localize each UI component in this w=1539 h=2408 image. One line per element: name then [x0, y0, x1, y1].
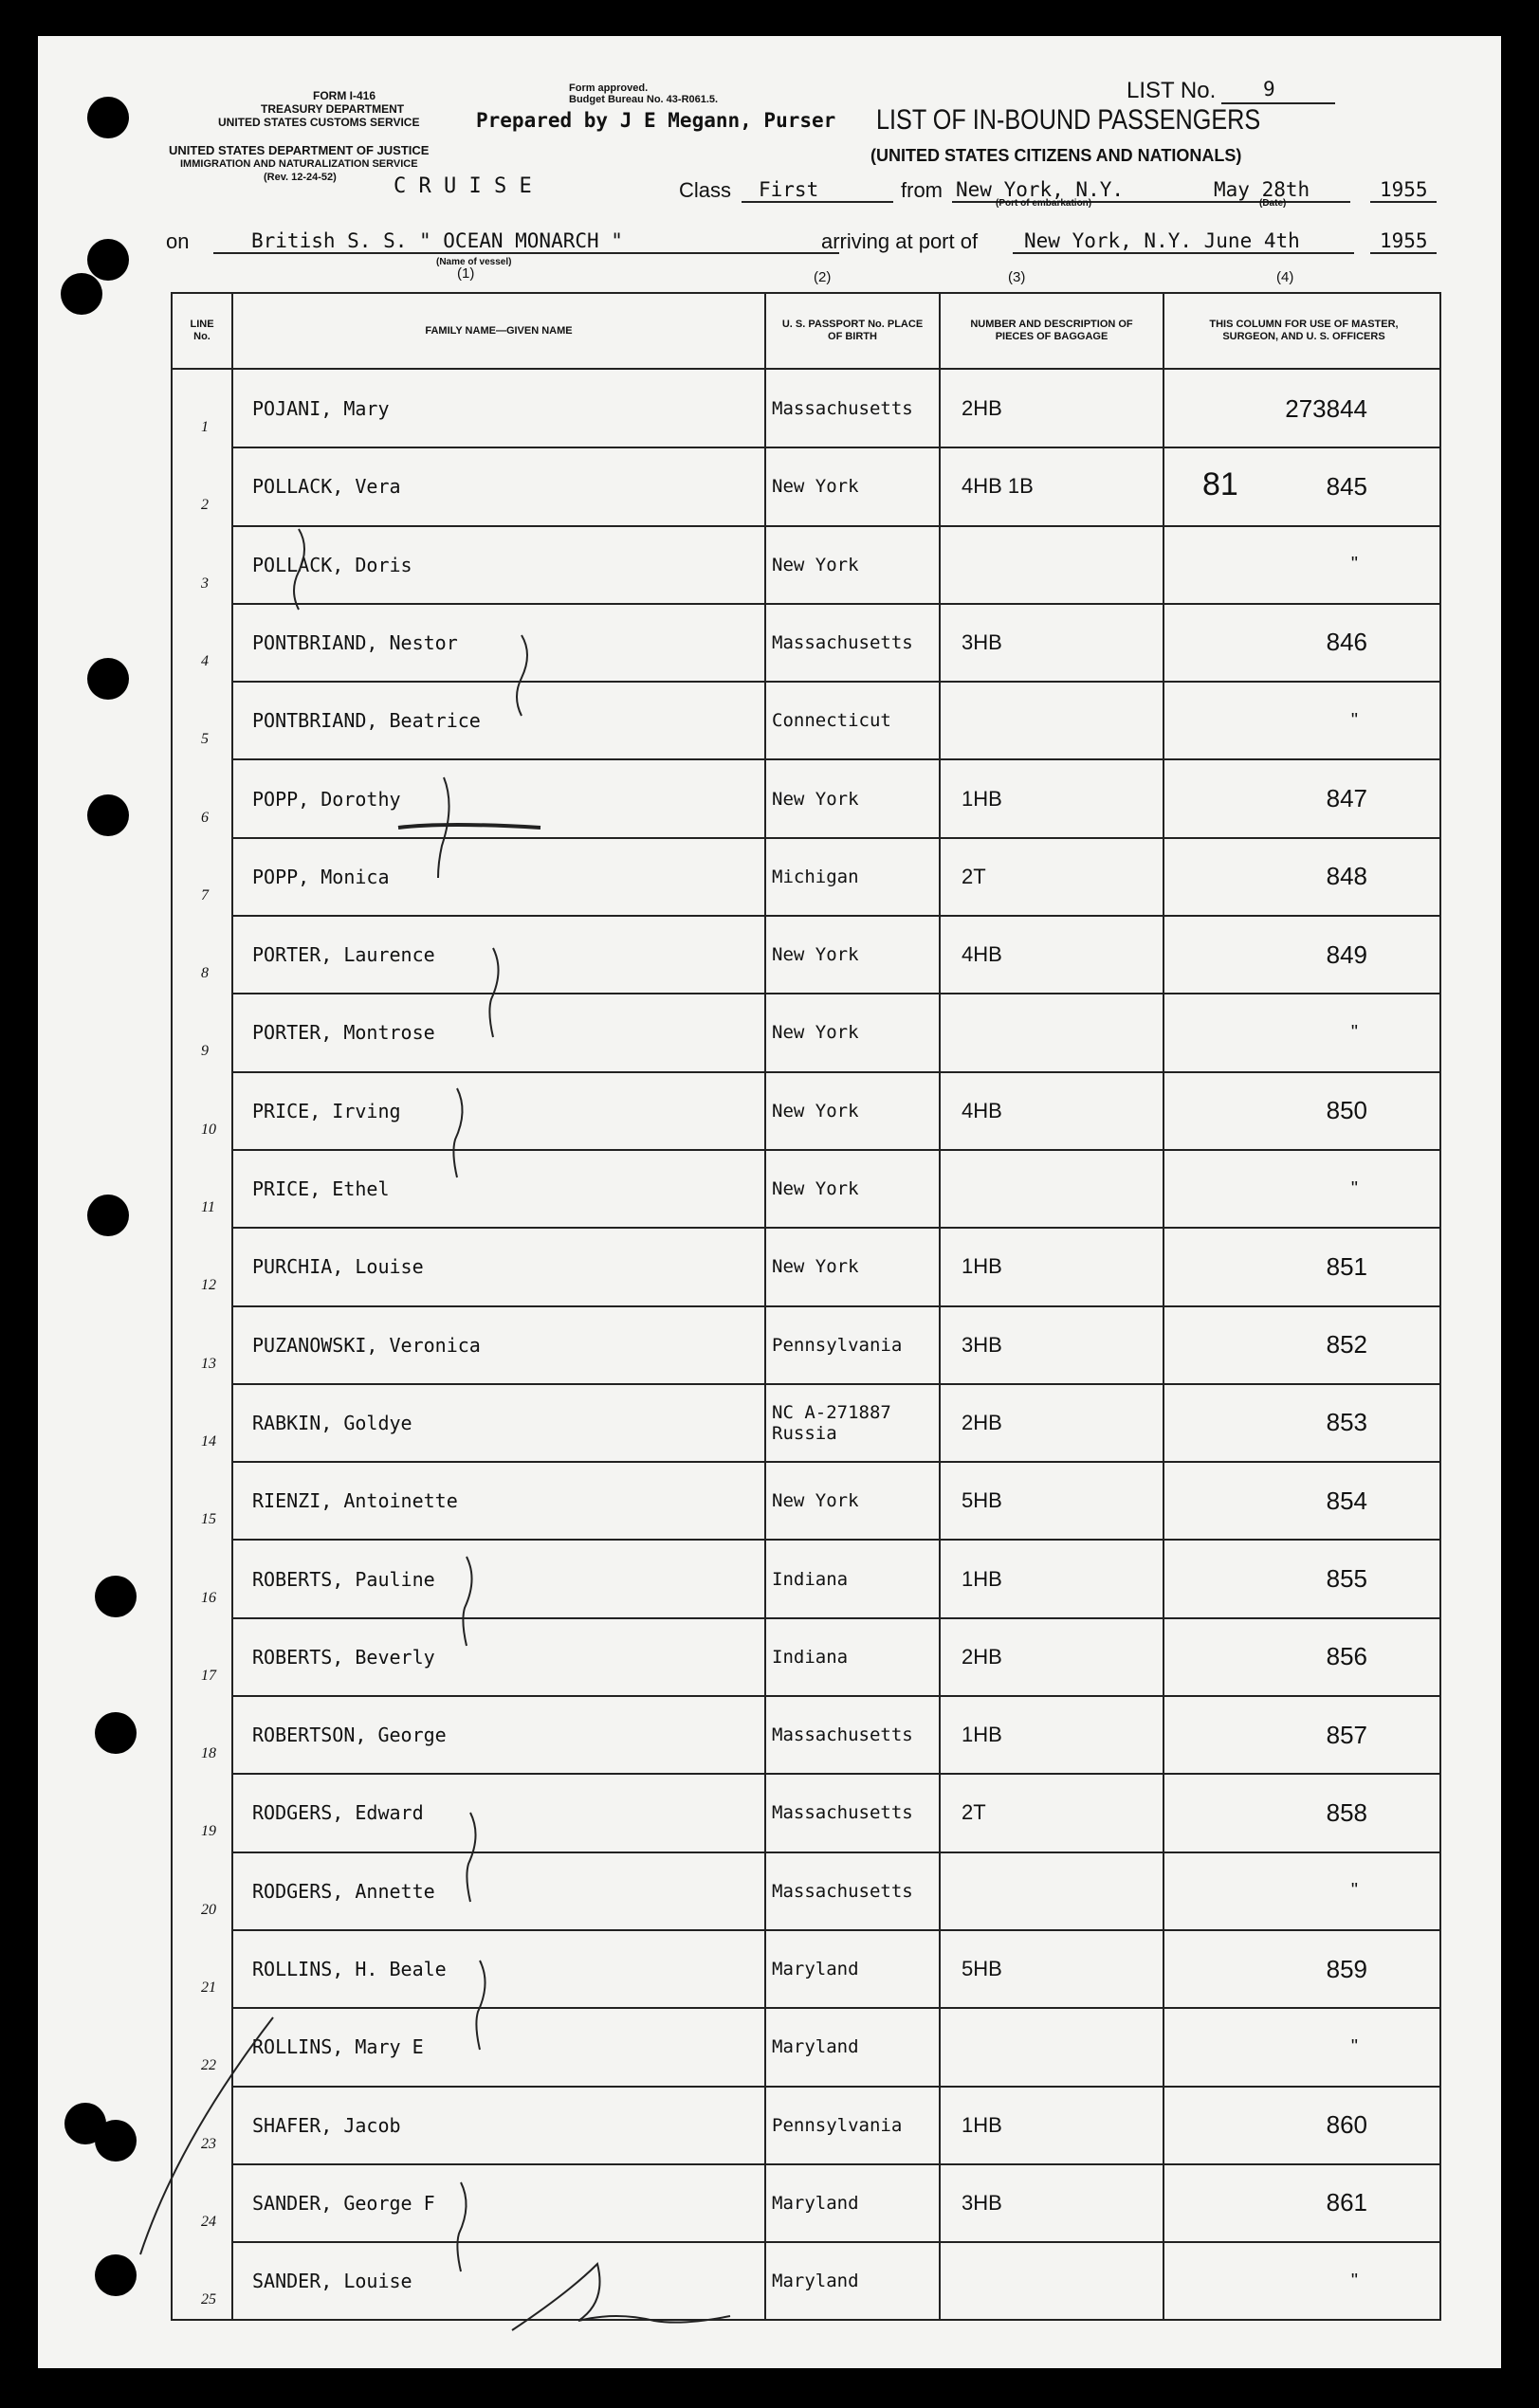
baggage: 4HB	[962, 1098, 1002, 1122]
officer-number: 861	[1326, 2188, 1367, 2217]
baggage: 5HB	[962, 1957, 1002, 1980]
officer-number: 857	[1326, 1720, 1367, 1749]
line-number: 5	[201, 731, 209, 748]
baggage: 1HB	[962, 1723, 1002, 1747]
baggage: 2T	[962, 1800, 986, 1825]
line-number: 13	[201, 1355, 216, 1372]
class-label: Class	[679, 178, 732, 202]
passenger-name: POLLACK, Vera	[252, 475, 401, 499]
line-number: 23	[201, 2135, 216, 2152]
list-number-label: LIST No.	[1127, 78, 1217, 103]
passenger-name: PORTER, Montrose	[252, 1021, 435, 1045]
place-of-birth: Massachusetts	[772, 1880, 913, 1902]
passenger-name: ROBERTSON, George	[252, 1724, 447, 1747]
officer-number: 860	[1326, 2110, 1367, 2140]
form-number: FORM I-416	[313, 89, 376, 102]
officer-number: "	[1350, 709, 1358, 731]
place-of-birth: Massachusetts	[772, 1724, 913, 1746]
passenger-name: POPP, Dorothy	[252, 787, 401, 811]
baggage: 2HB	[962, 396, 1002, 420]
place-of-birth: Maryland	[772, 2036, 859, 2058]
place-of-birth: Pennsylvania	[772, 1334, 903, 1356]
officer-number: "	[1350, 1177, 1358, 1199]
officer-number: 849	[1326, 939, 1367, 969]
officer-number: 848	[1326, 862, 1367, 891]
line-number: 10	[201, 1121, 216, 1138]
officer-number: 859	[1326, 1954, 1367, 1983]
line-number: 4	[201, 652, 209, 669]
officer-number: "	[1350, 554, 1358, 575]
place-of-birth: New York	[772, 554, 859, 575]
baggage: 1HB	[962, 786, 1002, 811]
passenger-name: SHAFER, Jacob	[252, 2113, 401, 2137]
header-baggage: NUMBER AND DESCRIPTION OF PIECES OF BAGGAGE	[970, 319, 1133, 342]
line-number: 20	[201, 1901, 216, 1918]
line-number: 11	[201, 1199, 215, 1215]
passenger-name: ROLLINS, H. Beale	[252, 1958, 447, 1980]
cruise-label: C R U I S E	[394, 174, 532, 198]
column-number-4: (4)	[1276, 269, 1294, 285]
form-approved: Form approved.	[569, 82, 649, 94]
officer-number: 853	[1326, 1408, 1367, 1437]
document-subtitle: (UNITED STATES CITIZENS AND NATIONALS)	[870, 146, 1242, 165]
line-number: 17	[201, 1667, 216, 1684]
document-title: LIST OF IN-BOUND PASSENGERS	[876, 104, 1261, 136]
document-page	[38, 36, 1501, 2368]
line-number: 9	[201, 1043, 209, 1060]
baggage: 1HB	[962, 1254, 1002, 1279]
baggage: 5HB	[962, 1488, 1002, 1513]
baggage: 2HB	[962, 1410, 1002, 1434]
from-date: May 28th	[1214, 178, 1310, 201]
line-number: 18	[201, 1745, 216, 1762]
officer-number: 854	[1326, 1486, 1367, 1515]
officer-number: 847	[1326, 784, 1367, 812]
officer-number: 858	[1326, 1797, 1367, 1827]
vessel-name-label: (Name of vessel)	[436, 257, 512, 267]
department-of-justice: UNITED STATES DEPARTMENT OF JUSTICE	[169, 143, 430, 157]
line-number: 8	[201, 965, 209, 982]
passenger-name: POLLACK, Doris	[252, 553, 412, 576]
passenger-name: PORTER, Laurence	[252, 943, 435, 967]
passenger-name: PONTBRIAND, Beatrice	[252, 709, 481, 733]
customs-service: UNITED STATES CUSTOMS SERVICE	[218, 116, 420, 129]
treasury-department: TREASURY DEPARTMENT	[261, 102, 405, 116]
line-number: 12	[201, 1277, 216, 1294]
passenger-name: SANDER, George F	[252, 2191, 435, 2215]
passenger-name: PURCHIA, Louise	[252, 1255, 424, 1279]
baggage: 4HB 1B	[962, 474, 1034, 499]
passenger-name: POPP, Monica	[252, 865, 390, 888]
passenger-name: POJANI, Mary	[252, 397, 390, 420]
officer-number: 856	[1326, 1642, 1367, 1671]
passenger-name: RODGERS, Annette	[252, 1879, 435, 1903]
arrival-year: 1955	[1380, 229, 1428, 252]
officer-number: "	[1350, 1880, 1358, 1902]
place-of-birth: Maryland	[772, 2192, 859, 2214]
officer-number: 850	[1326, 1096, 1367, 1125]
officer-number: "	[1350, 2035, 1358, 2057]
handwritten-marks	[38, 36, 1501, 2368]
place-of-birth: New York	[772, 1256, 859, 1278]
immigration-service: IMMIGRATION AND NATURALIZATION SERVICE	[180, 158, 418, 170]
officer-number: "	[1350, 1021, 1358, 1043]
margin-note: 81	[1202, 466, 1238, 502]
passenger-name: RABKIN, Goldye	[252, 1411, 412, 1434]
line-number: 3	[201, 575, 209, 592]
place-of-birth: Maryland	[772, 2271, 859, 2292]
vessel-name: British S. S. " OCEAN MONARCH "	[251, 229, 623, 252]
column-number-2: (2)	[814, 269, 832, 285]
place-of-birth: Pennsylvania	[772, 2114, 903, 2136]
column-number-1: (1)	[457, 265, 475, 282]
place-of-birth: New York	[772, 476, 859, 498]
officer-number: 273844	[1285, 393, 1367, 423]
baggage: 2HB	[962, 1644, 1002, 1669]
place-of-birth: New York	[772, 1022, 859, 1044]
place-of-birth: New York	[772, 1178, 859, 1199]
line-number: 15	[201, 1511, 216, 1528]
line-number: 25	[201, 2291, 216, 2308]
line-number: 22	[201, 2057, 216, 2074]
line-number: 7	[201, 886, 209, 903]
passenger-name: PRICE, Irving	[252, 1099, 401, 1122]
list-number: 9	[1263, 78, 1275, 100]
arrival-port-date: New York, N.Y. June 4th	[1024, 229, 1300, 252]
on-label: on	[166, 229, 190, 253]
officer-number: 846	[1326, 628, 1367, 657]
budget-bureau: Budget Bureau No. 43-R061.5.	[569, 94, 719, 105]
column-number-3: (3)	[1008, 269, 1026, 285]
passenger-name: PRICE, Ethel	[252, 1177, 390, 1200]
arriving-label: arriving at port of	[821, 229, 979, 253]
line-number: 24	[201, 2213, 216, 2230]
place-of-birth: Michigan	[772, 866, 859, 887]
officer-number: 851	[1326, 1251, 1367, 1281]
place-of-birth: New York	[772, 1490, 859, 1512]
from-label: from	[901, 178, 943, 202]
place-of-birth: NC A-271887 Russia	[772, 1401, 891, 1444]
place-of-birth: Massachusetts	[772, 1802, 913, 1824]
place-of-birth: Massachusetts	[772, 398, 913, 419]
place-of-birth: Connecticut	[772, 710, 891, 732]
line-number: 21	[201, 1979, 216, 1996]
baggage: 4HB	[962, 942, 1002, 967]
officer-number: 855	[1326, 1564, 1367, 1593]
passenger-name: RIENZI, Antoinette	[252, 1489, 458, 1513]
passenger-name: RODGERS, Edward	[252, 1801, 424, 1825]
header-name: FAMILY NAME—GIVEN NAME	[425, 324, 573, 337]
place-of-birth: New York	[772, 788, 859, 810]
header-line-no: LINE No.	[190, 319, 214, 342]
line-number: 6	[201, 809, 209, 826]
place-of-birth: Indiana	[772, 1568, 849, 1590]
line-number: 16	[201, 1589, 216, 1606]
passenger-name: ROBERTS, Beverly	[252, 1645, 435, 1669]
baggage: 3HB	[962, 2190, 1002, 2215]
line-number: 2	[201, 497, 209, 514]
officer-number: 852	[1326, 1330, 1367, 1359]
baggage: 1HB	[962, 2112, 1002, 2137]
passenger-name: ROLLINS, Mary E	[252, 2035, 424, 2059]
class-value: First	[759, 178, 819, 201]
from-port: New York, N.Y.	[956, 178, 1125, 201]
place-of-birth: Massachusetts	[772, 631, 913, 653]
line-number: 19	[201, 1823, 216, 1840]
header-officers: THIS COLUMN FOR USE OF MASTER, SURGEON, AND U. S. OFFICERS	[1209, 319, 1399, 342]
baggage: 2T	[962, 864, 986, 888]
line-number: 1	[201, 419, 209, 435]
port-of-embarkation-label: (Port of embarkation)	[996, 198, 1092, 209]
revision-date: (Rev. 12-24-52)	[264, 172, 337, 183]
passenger-name: PUZANOWSKI, Veronica	[252, 1333, 481, 1357]
prepared-by: Prepared by J E Megann, Purser	[476, 109, 836, 132]
officer-number: "	[1350, 2270, 1358, 2291]
baggage: 3HB	[962, 1332, 1002, 1357]
passenger-name: SANDER, Louise	[252, 2270, 412, 2293]
from-year: 1955	[1380, 178, 1428, 201]
place-of-birth: New York	[772, 1100, 859, 1122]
place-of-birth: Indiana	[772, 1646, 849, 1668]
date-label: (Date)	[1259, 198, 1287, 209]
place-of-birth: Maryland	[772, 1959, 859, 1979]
passenger-name: ROBERTS, Pauline	[252, 1567, 435, 1591]
passenger-name: PONTBRIAND, Nestor	[252, 630, 458, 654]
place-of-birth: New York	[772, 944, 859, 966]
baggage: 3HB	[962, 629, 1002, 654]
baggage: 1HB	[962, 1566, 1002, 1591]
line-number: 14	[201, 1432, 216, 1450]
header-passport: U. S. PASSPORT No. PLACE OF BIRTH	[781, 319, 924, 342]
officer-number: 845	[1326, 471, 1367, 501]
